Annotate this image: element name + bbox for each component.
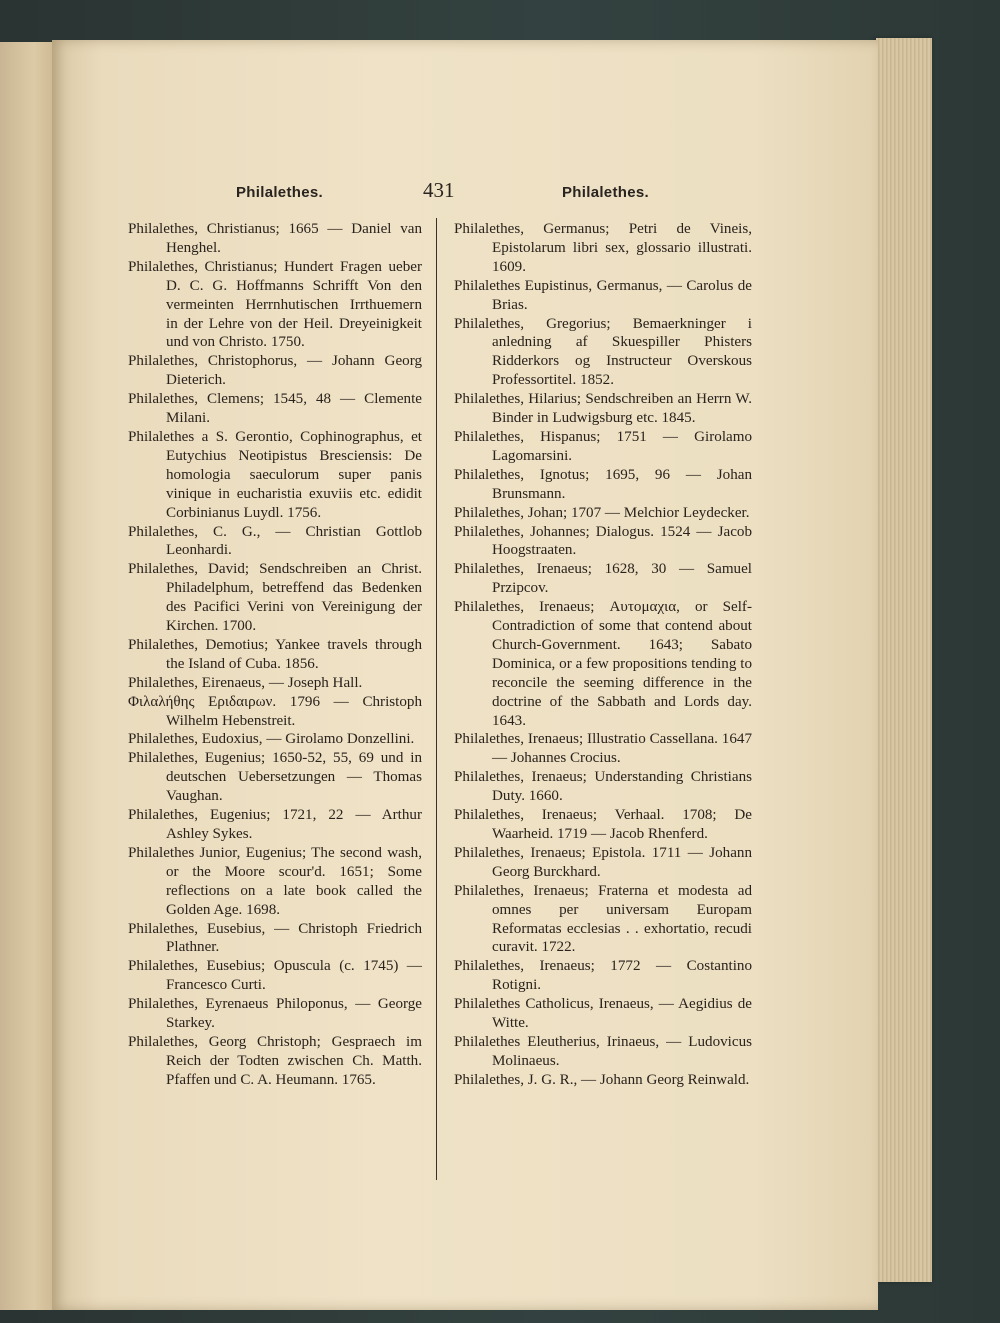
bibliography-entry: Philalethes, Eudoxius, — Girolamo Donzellini. bbox=[128, 731, 415, 748]
bibliography-entry: Philalethes, Germanus; Petri de Vineis, Epistolarum libri sex, glossario illustrati. 1609. bbox=[454, 221, 752, 275]
page-edges bbox=[876, 38, 932, 1282]
bibliography-entry: Philalethes Eleutherius, Irinaeus, — Ludovicus Molinaeus. bbox=[454, 1033, 752, 1069]
bibliography-entry: Philalethes, Irenaeus; 1628, 30 — Samuel Przipcov. bbox=[454, 561, 752, 597]
bibliography-entry: Philalethes, Eirenaeus, — Joseph Hall. bbox=[128, 674, 363, 691]
bibliography-entry: Philalethes, Gregorius; Bemaerkninger i anledning af Skuespiller Phisters Ridderkors og Instructeur Overskous Professortitel. 1852. bbox=[454, 315, 752, 389]
bibliography-entry: Philalethes, Christianus; Hundert Fragen ueber D. C. G. Hoffmanns Schrifft Von den vermeinten Herrnhutischen Irrthuemern in der Lehre von der Heil. Dreyeinigkeit und von Christo. 1750. bbox=[128, 258, 422, 351]
column-divider bbox=[436, 218, 437, 1180]
bibliography-entry: Philalethes, J. G. R., — Johann Georg Reinwald. bbox=[454, 1071, 750, 1088]
left-running-head: Philalethes. bbox=[236, 184, 323, 201]
bibliography-entry: Philalethes, David; Sendschreiben an Christ. Philadelphum, betreffend das Bedenken des Pacifici Verini von Vereinigung der Kirchen. 1700. bbox=[128, 561, 422, 635]
bibliography-entry: Philalethes, Johan; 1707 — Melchior Leydecker. bbox=[454, 504, 750, 521]
page-number: 431 bbox=[423, 178, 455, 202]
bibliography-entry: Philalethes, Eyrenaeus Philoponus, — George Starkey. bbox=[128, 996, 422, 1032]
page-header bbox=[52, 180, 878, 210]
left-column bbox=[128, 220, 422, 1090]
bibliography-entry: Philalethes, Irenaeus; Αυτομαχια, or Self-Contradiction of some that contend about Church-Government. 1643; Sabato Dominica, or a few propositions tending to reconcile the seeming difference in the doctrine of the Sabbath and Lords day. 1643. bbox=[454, 599, 752, 729]
bibliography-entry: Philalethes, Ignotus; 1695, 96 — Johan Brunsmann. bbox=[454, 466, 752, 502]
bibliography-entry: Philalethes, Eugenius; 1650-52, 55, 69 und in deutschen Uebersetzungen — Thomas Vaughan. bbox=[128, 750, 422, 805]
bibliography-entry: Philalethes, Irenaeus; Fraterna et modesta ad omnes per universam Europam Reformatas ecclesias . . exhortatio, recudi curavit. 1722. bbox=[454, 882, 752, 956]
facing-page-edge bbox=[0, 42, 56, 1310]
bibliography-entry: Philalethes, Eusebius, — Christoph Friedrich Plathner. bbox=[128, 920, 422, 956]
bibliography-entry: Philalethes Catholicus, Irenaeus, — Aegidius de Witte. bbox=[454, 996, 752, 1032]
bibliography-entry: Philalethes, Johannes; Dialogus. 1524 — Jacob Hoogstraaten. bbox=[454, 523, 752, 559]
bibliography-entry: Philalethes, C. G., — Christian Gottlob Leonhardi. bbox=[128, 523, 422, 559]
bibliography-entry: Philalethes, Clemens; 1545, 48 — Clemente Milani. bbox=[128, 391, 422, 427]
bibliography-entry: Philalethes Junior, Eugenius; The second wash, or the Moore scour'd. 1651; Some reflections on a late book called the Golden Age. 1698. bbox=[128, 844, 422, 918]
bibliography-entry: Philalethes, Irenaeus; Epistola. 1711 — Johann Georg Burckhard. bbox=[454, 844, 752, 880]
bibliography-entry: Φιλαλήθης Εριδαιρων. 1796 — Christoph Wilhelm Hebenstreit. bbox=[128, 693, 422, 729]
right-column bbox=[454, 220, 752, 1090]
bibliography-entry: Philalethes, Christianus; 1665 — Daniel van Henghel. bbox=[128, 221, 422, 256]
book-page bbox=[52, 40, 878, 1310]
bibliography-entry: Philalethes, Eugenius; 1721, 22 — Arthur Ashley Sykes. bbox=[128, 807, 422, 842]
bibliography-entry: Philalethes, Hilarius; Sendschreiben an Herrn W. Binder in Ludwigsburg etc. 1845. bbox=[454, 391, 752, 427]
bibliography-entry: Philalethes Eupistinus, Germanus, — Carolus de Brias. bbox=[454, 277, 752, 313]
bibliography-entry: Philalethes, Irenaeus; Illustratio Cassellana. 1647 — Johannes Crocius. bbox=[454, 731, 752, 767]
right-running-head: Philalethes. bbox=[562, 184, 649, 201]
bibliography-entry: Philalethes a S. Gerontio, Cophinographus, et Eutychius Neotipistus Bresciensis: De homologia saeculorum super panis vinique in eucharistia exuviis etc. edidit Corbinianus Luydl. 1756. bbox=[128, 428, 422, 521]
bibliography-entry: Philalethes, Hispanus; 1751 — Girolamo Lagomarsini. bbox=[454, 428, 752, 464]
bibliography-entry: Philalethes, Irenaeus; Verhaal. 1708; De Waarheid. 1719 — Jacob Rhenferd. bbox=[454, 807, 752, 842]
bibliography-entry: Philalethes, Irenaeus; 1772 — Costantino Rotigni. bbox=[454, 958, 752, 994]
bibliography-entry: Philalethes, Eusebius; Opuscula (c. 1745) — Francesco Curti. bbox=[128, 958, 422, 994]
bibliography-entry: Philalethes, Irenaeus; Understanding Christians Duty. 1660. bbox=[454, 769, 752, 805]
bibliography-entry: Philalethes, Demotius; Yankee travels through the Island of Cuba. 1856. bbox=[128, 636, 422, 672]
bibliography-entry: Philalethes, Georg Christoph; Gespraech im Reich der Todten zwischen Ch. Matth. Pfaffen und C. A. Heumann. 1765. bbox=[128, 1033, 422, 1088]
bibliography-entry: Philalethes, Christophorus, — Johann Georg Dieterich. bbox=[128, 353, 422, 389]
